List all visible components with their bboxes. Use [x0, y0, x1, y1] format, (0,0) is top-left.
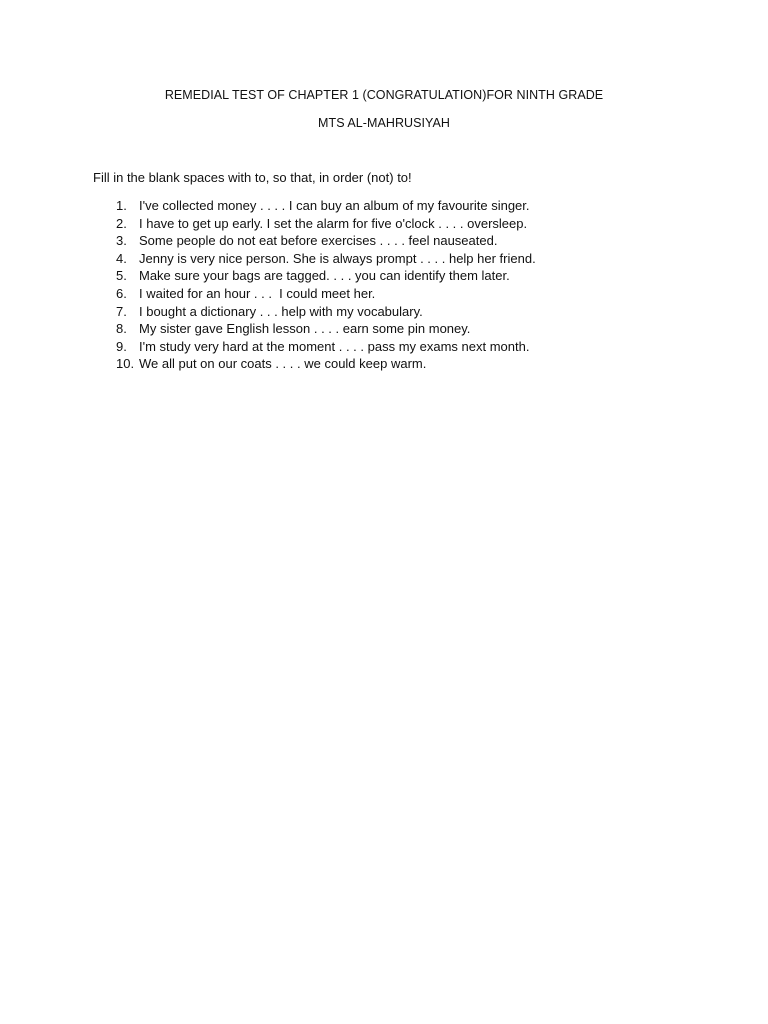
- question-text: Make sure your bags are tagged. . . . you can identify them later.: [139, 268, 510, 284]
- question-number: 7.: [116, 303, 127, 319]
- question-text: Some people do not eat before exercises . . . . feel nauseated.: [139, 233, 498, 249]
- question-text: I'm study very hard at the moment . . . . pass my exams next month.: [139, 338, 530, 354]
- school-name: MTS AL-MAHRUSIYAH: [318, 116, 450, 130]
- test-title: REMEDIAL TEST OF CHAPTER 1 (CONGRATULATION)FOR NINTH GRADE: [164, 88, 604, 102]
- instructions-text: Fill in the blank spaces with to, so that, in order (not) to!: [93, 170, 412, 185]
- question-text: I have to get up early. I set the alarm for five o'clock . . . . oversleep.: [139, 215, 528, 231]
- question-number: 5.: [116, 268, 127, 284]
- question-text: We all put on our coats . . . . we could keep warm.: [139, 356, 427, 372]
- question-number: 3.: [116, 233, 127, 249]
- question-text: My sister gave English lesson . . . . earn some pin money.: [139, 321, 471, 337]
- question-text: I've collected money . . . . I can buy an album of my favourite singer.: [139, 198, 530, 213]
- question-text: I waited for an hour . . . I could meet her.: [139, 285, 376, 301]
- question-number: 8.: [116, 321, 127, 337]
- question-text: Jenny is very nice person. She is always prompt . . . . help her friend.: [139, 250, 536, 266]
- question-number: 9.: [116, 338, 127, 354]
- question-text: I bought a dictionary . . . help with my vocabulary.: [139, 303, 423, 319]
- question-number: 1.: [116, 198, 127, 213]
- question-number: 10.: [116, 356, 135, 372]
- question-number: 2.: [116, 215, 127, 231]
- question-number: 6.: [116, 285, 127, 301]
- question-number: 4.: [116, 250, 127, 266]
